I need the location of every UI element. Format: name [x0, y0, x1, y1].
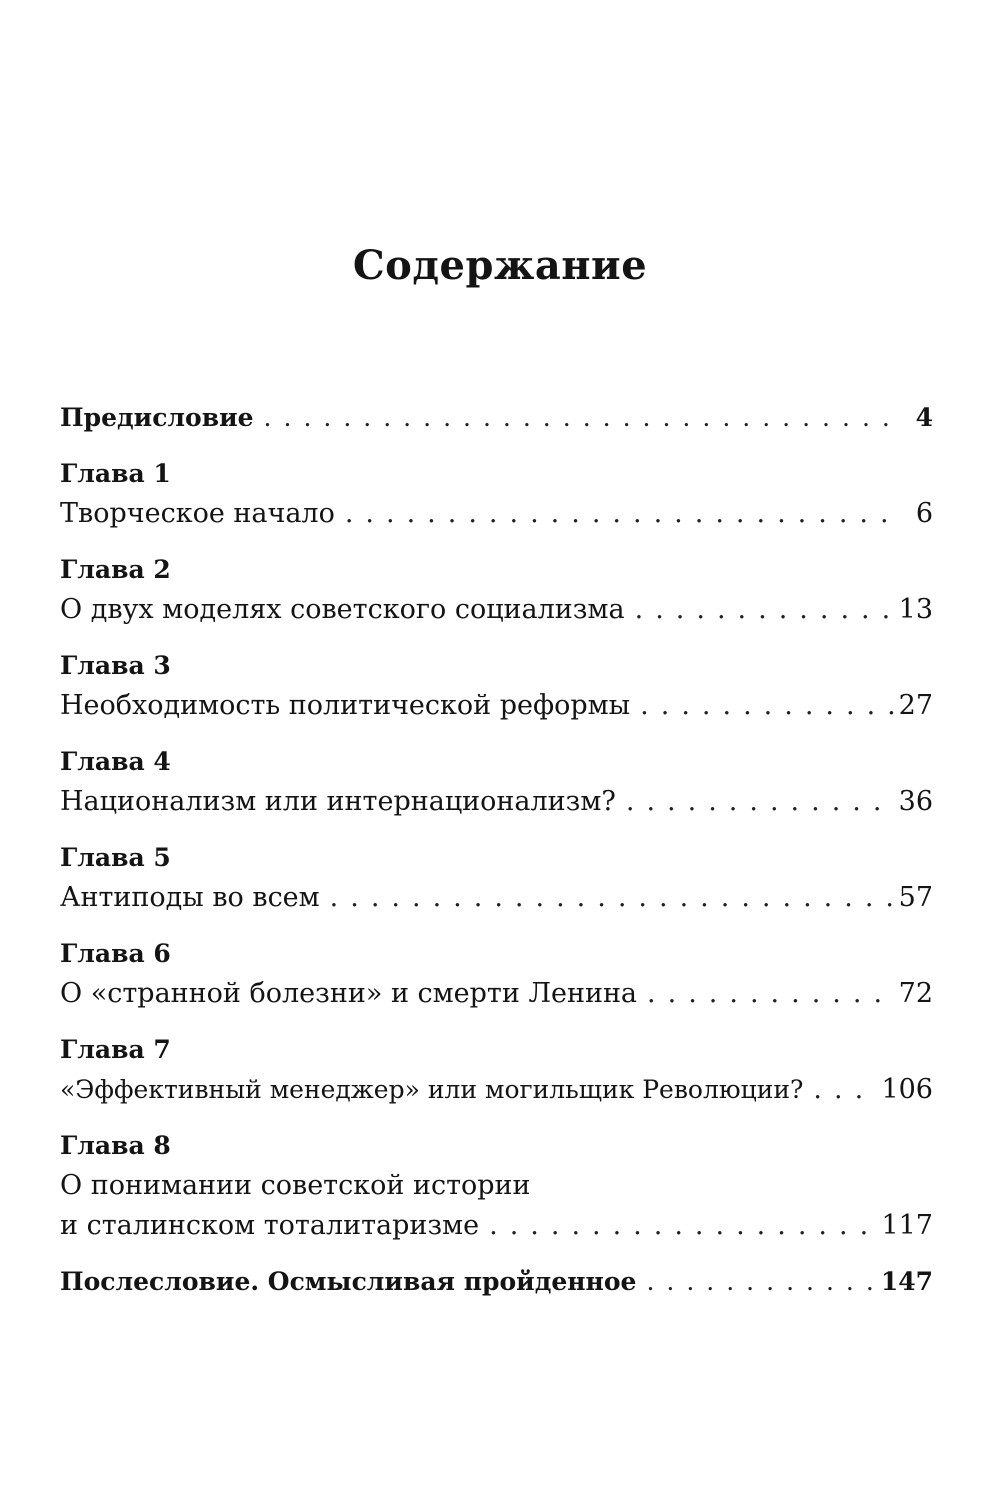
toc-page-number: 147	[880, 1267, 933, 1296]
toc-entry-chapter-5	[60, 838, 933, 918]
toc-line	[60, 878, 933, 918]
chapter-title: Необходимость политической реформы	[60, 690, 631, 721]
dot-leader	[625, 590, 895, 630]
toc-entry-label: Предисловие	[60, 403, 254, 432]
chapter-title: О двух моделях советского социализма	[60, 594, 625, 625]
toc-page-number: 106	[881, 1074, 933, 1105]
toc-line	[60, 686, 933, 726]
chapter-title: Творческое начало	[60, 498, 335, 529]
chapter-heading: Глава 4	[60, 747, 171, 776]
chapter-heading: Глава 7	[60, 1035, 171, 1064]
chapter-heading: Глава 2	[60, 555, 171, 584]
spacer	[60, 1246, 933, 1262]
chapter-title-line-1: О понимании советской истории	[60, 1170, 531, 1201]
dot-leader	[479, 1206, 877, 1246]
toc-page-number: 27	[898, 690, 933, 721]
dot-leader	[616, 782, 895, 822]
toc-entry-label: Послесловие. Осмысливая пройденное	[60, 1267, 637, 1296]
toc-entry-preface	[60, 398, 933, 438]
toc-line	[60, 974, 933, 1014]
toc-entry-chapter-3	[60, 646, 933, 726]
toc-entry-chapter-6	[60, 934, 933, 1014]
toc-page-number: 36	[898, 786, 933, 817]
dot-leader	[637, 974, 895, 1014]
dot-leader	[636, 1262, 876, 1302]
toc-line	[60, 1206, 933, 1246]
toc-line	[60, 1262, 933, 1302]
toc-entry-chapter-2	[60, 550, 933, 630]
toc-line	[60, 590, 933, 630]
table-of-contents	[60, 398, 933, 1302]
dot-leader	[335, 494, 901, 534]
dot-leader	[803, 1070, 877, 1110]
chapter-heading: Глава 1	[60, 459, 171, 488]
toc-line	[60, 1070, 933, 1110]
toc-line	[60, 398, 933, 438]
toc-page-number: 13	[898, 594, 933, 625]
dot-leader	[320, 878, 895, 918]
toc-entry-chapter-7	[60, 1030, 933, 1110]
chapter-heading: Глава 6	[60, 939, 171, 968]
toc-entry-chapter-8	[60, 1126, 933, 1246]
toc-page-number: 4	[915, 403, 933, 432]
toc-page-number: 57	[898, 882, 933, 913]
toc-line	[60, 494, 933, 534]
toc-entry-chapter-4	[60, 742, 933, 822]
chapter-title: Антиподы во всем	[60, 882, 320, 913]
toc-page-number: 72	[898, 978, 933, 1009]
dot-leader	[254, 398, 901, 438]
chapter-heading: Глава 3	[60, 651, 171, 680]
chapter-title: О «странной болезни» и смерти Ленина	[60, 978, 638, 1009]
page-title: Содержание	[352, 242, 648, 289]
chapter-heading: Глава 8	[60, 1131, 171, 1160]
chapter-title-line-2: и сталинском тоталитаризме	[60, 1210, 480, 1241]
toc-entry-afterword	[60, 1262, 933, 1302]
toc-page-number: 117	[881, 1210, 933, 1241]
dot-leader	[630, 686, 894, 726]
toc-entry-chapter-1	[60, 454, 933, 534]
chapter-heading: Глава 5	[60, 843, 171, 872]
chapter-title: «Эффективный менеджер» или могильщик Революции?	[60, 1075, 804, 1104]
toc-line	[60, 782, 933, 822]
toc-page-number: 6	[915, 498, 933, 529]
chapter-title: Национализм или интернационализм?	[60, 786, 616, 817]
toc-line	[60, 1166, 933, 1206]
